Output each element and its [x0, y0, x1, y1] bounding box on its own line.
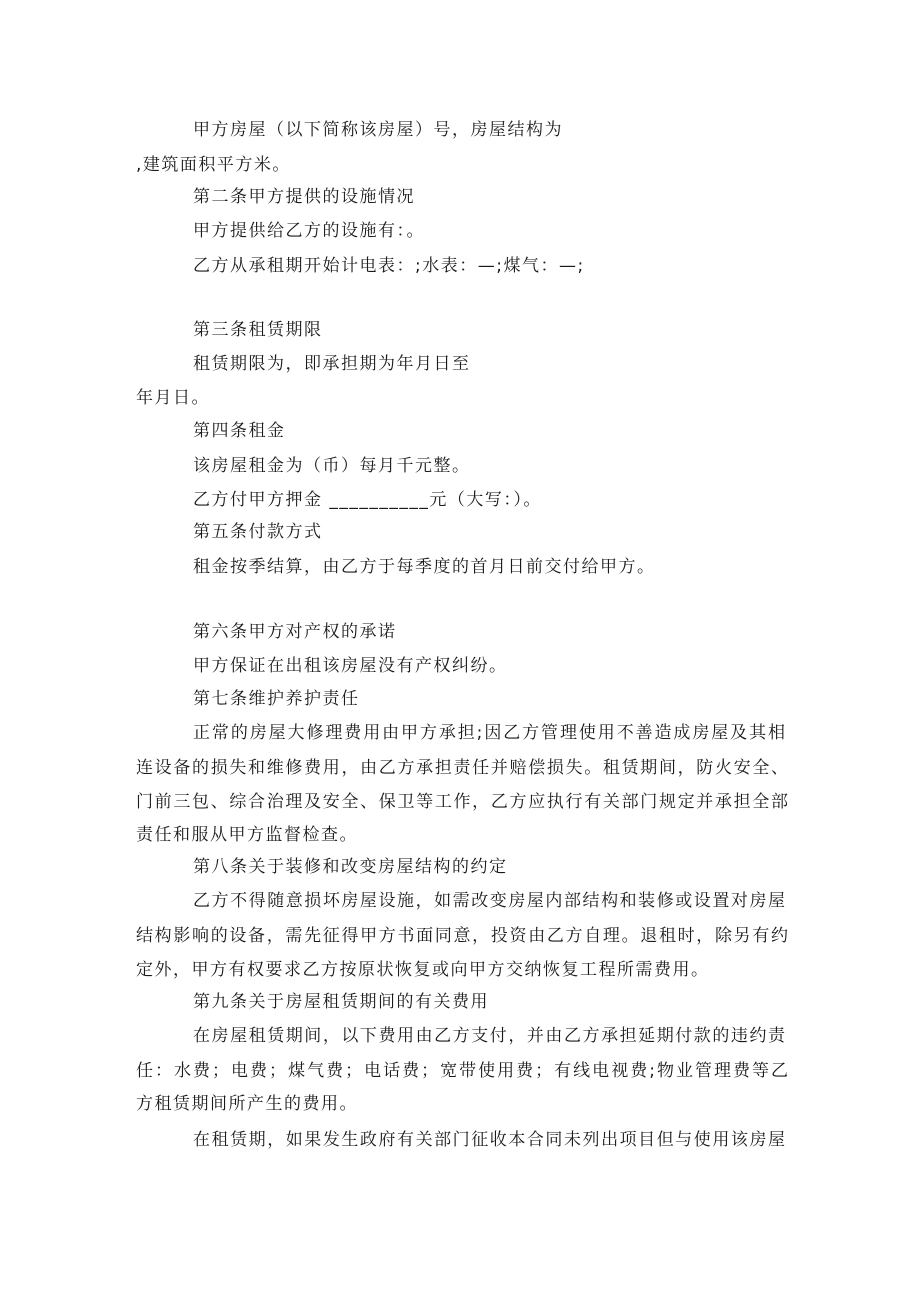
section-heading: 第九条关于房屋租赁期间的有关费用: [193, 992, 489, 1012]
paragraph-line: 连设备的损失和维修费用，由乙方承担责任并赔偿损失。租赁期间，防火安全、: [136, 758, 788, 778]
section-heading: 第六条甲方对产权的承诺: [193, 622, 397, 642]
paragraph-line: 在房屋租赁期间，以下费用由乙方支付，并由乙方承担延期付款的违约责: [193, 1026, 785, 1046]
paragraph-line: 甲方保证在出租该房屋没有产权纠纷。: [193, 656, 508, 676]
paragraph-line: 甲方提供给乙方的设施有：。: [193, 221, 425, 241]
paragraph-line: 定外，甲方有权要求乙方按原状恢复或向甲方交纳恢复工程所需费用。: [136, 960, 710, 980]
paragraph-line: 乙方付甲方押金 __________元（大写：）。: [193, 490, 542, 510]
paragraph-line: 门前三包、综合治理及安全、保卫等工作，乙方应执行有关部门规定并承担全部: [136, 792, 788, 812]
paragraph-line: 该房屋租金为（币）每月千元整。: [193, 456, 471, 476]
section-heading: 第七条维护养护责任: [193, 689, 360, 709]
paragraph-line: ,建筑面积平方米。: [136, 155, 291, 175]
paragraph-line: 年月日。: [136, 388, 210, 408]
section-heading: 第三条租赁期限: [193, 320, 323, 340]
paragraph-line: 甲方房屋（以下简称该房屋）号，房屋结构为: [193, 120, 563, 140]
section-heading: 第四条租金: [193, 421, 286, 441]
paragraph-line: 任：水费；电费；煤气费；电话费；宽带使用费；有线电视费;物业管理费等乙: [136, 1061, 788, 1081]
paragraph-line: 结构影响的设备，需先征得甲方书面同意，投资由乙方自理。退租时，除另有约: [136, 926, 788, 946]
paragraph-line: 乙方从承租期开始计电表：;水表：—;煤气：—;: [193, 256, 585, 276]
paragraph-line: 责任和服从甲方监督检查。: [136, 825, 358, 845]
paragraph-line: 租金按季结算，由乙方于每季度的首月日前交付给甲方。: [193, 557, 656, 577]
paragraph-line: 租赁期限为，即承担期为年月日至: [193, 354, 471, 374]
section-heading: 第五条付款方式: [193, 522, 323, 542]
paragraph-line: 正常的房屋大修理费用由甲方承担;因乙方管理使用不善造成房屋及其相: [193, 723, 785, 743]
section-heading: 第二条甲方提供的设施情况: [193, 187, 415, 207]
paragraph-line: 乙方不得随意损坏房屋设施，如需改变房屋内部结构和装修或设置对房屋: [193, 891, 785, 911]
section-heading: 第八条关于装修和改变房屋结构的约定: [193, 857, 508, 877]
paragraph-line: 方租赁期间所产生的费用。: [136, 1094, 358, 1114]
paragraph-line: 在租赁期，如果发生政府有关部门征收本合同未列出项目但与使用该房屋: [193, 1130, 785, 1150]
